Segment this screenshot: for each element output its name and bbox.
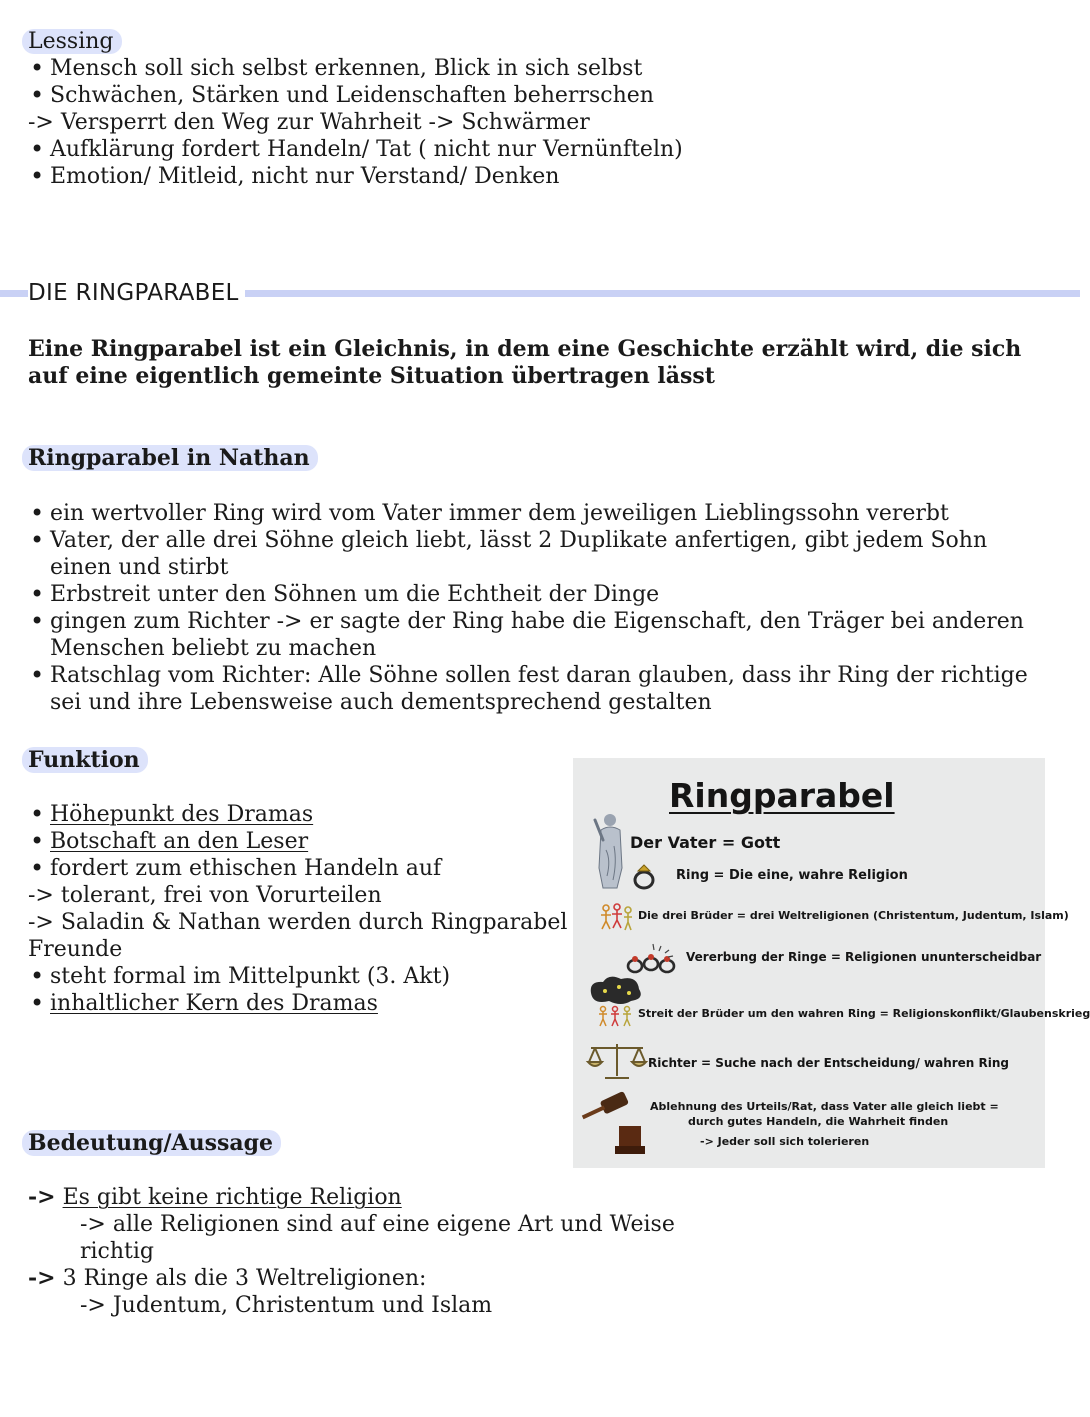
funktion-section bbox=[28, 801, 568, 1017]
bedeutung-line: -> Judentum, Christentum und Islam bbox=[80, 1293, 493, 1318]
image-line-ablehnung: Ablehnung des Urteils/Rat, dass Vater alle gleich liebt = bbox=[650, 1100, 999, 1113]
section-heading: DIE RINGPARABEL bbox=[28, 280, 245, 306]
conflict-cloud-icon bbox=[585, 973, 645, 1031]
image-line-ring: Ring = Die eine, wahre Religion bbox=[676, 868, 908, 883]
nathan-title: Ringparabel in Nathan bbox=[22, 445, 318, 471]
funktion-item: Botschaft an den Leser bbox=[50, 829, 309, 854]
image-title: Ringparabel bbox=[669, 776, 895, 815]
lessing-item: • Schwächen, Stärken und Leidenschaften beherrschen bbox=[28, 82, 683, 109]
funktion-title-wrap bbox=[22, 747, 148, 774]
funktion-arrow-line-cont: Freunde bbox=[28, 937, 123, 962]
funktion-item: Höhepunkt des Dramas bbox=[50, 802, 314, 827]
bedeutung-title-wrap bbox=[22, 1130, 281, 1157]
nathan-list bbox=[28, 500, 1038, 716]
image-line-vater: Der Vater = Gott bbox=[630, 833, 781, 852]
image-line-brueder: Die drei Brüder = drei Weltreligionen (Christentum, Judentum, Islam) bbox=[638, 909, 1069, 922]
nathan-item: • Ratschlag vom Richter: Alle Söhne sollen fest daran glauben, dass ihr Ring der richtige sei und ihre Lebensweise auch dementsprechend gestalten bbox=[28, 662, 1038, 716]
bedeutung-line: 3 Ringe als die 3 Weltreligionen: bbox=[62, 1266, 427, 1291]
lessing-title: Lessing bbox=[22, 29, 122, 54]
image-line-streit: Streit der Brüder um den wahren Ring = Religionskonflikt/Glaubenskrieg bbox=[638, 1007, 1090, 1020]
statue-icon bbox=[593, 810, 629, 892]
arrow-prefix: -> bbox=[28, 1265, 56, 1291]
funktion-item: • fordert zum ethischen Handeln auf bbox=[28, 855, 568, 882]
bedeutung-line: -> alle Religionen sind auf eine eigene Art und Weise richtig bbox=[80, 1212, 675, 1264]
nathan-item: • Vater, der alle drei Söhne gleich liebt, lässt 2 Duplikate anfertigen, gibt jedem Sohn einen und stirbt bbox=[28, 527, 1038, 581]
definition-text: Eine Ringparabel ist ein Gleichnis, in dem eine Geschichte erzählt wird, die sich auf eine eigentlich gemeinte Situation übertragen lässt bbox=[28, 336, 1022, 389]
ring-icon bbox=[629, 862, 659, 892]
image-line-ablehnung: -> Jeder soll sich tolerieren bbox=[700, 1135, 870, 1148]
bedeutung-title: Bedeutung/Aussage bbox=[22, 1130, 281, 1156]
nathan-title-wrap bbox=[22, 445, 318, 472]
funktion-item: • steht formal im Mittelpunkt (3. Akt) bbox=[28, 963, 568, 990]
bedeutung-line: Es gibt keine richtige Religion bbox=[62, 1185, 402, 1210]
funktion-arrow-line: -> tolerant, frei von Vorurteilen bbox=[28, 883, 382, 908]
ringparabel-image bbox=[573, 758, 1090, 1168]
funktion-title: Funktion bbox=[22, 747, 148, 773]
image-line-ablehnung: durch gutes Handeln, die Wahrheit finden bbox=[688, 1115, 949, 1128]
section-heading-wrap bbox=[28, 280, 245, 306]
brothers-icon bbox=[599, 902, 635, 932]
nathan-item: • Erbstreit unter den Söhnen um die Echtheit der Dinge bbox=[28, 581, 1038, 608]
bedeutung-section bbox=[28, 1184, 728, 1319]
scales-icon bbox=[587, 1040, 647, 1080]
nathan-item: • gingen zum Richter -> er sagte der Ring habe die Eigenschaft, den Träger bei anderen Menschen beliebt zu machen bbox=[28, 608, 1038, 662]
funktion-item: inhaltlicher Kern des Dramas bbox=[50, 991, 378, 1016]
lessing-arrow-line: -> Versperrt den Weg zur Wahrheit -> Schwärmer bbox=[28, 110, 590, 135]
lessing-item: • Mensch soll sich selbst erkennen, Blick in sich selbst bbox=[28, 55, 683, 82]
lessing-item: • Emotion/ Mitleid, nicht nur Verstand/ Denken bbox=[28, 163, 683, 190]
lessing-item: • Aufklärung fordert Handeln/ Tat ( nicht nur Vernünfteln) bbox=[28, 136, 683, 163]
lessing-section bbox=[22, 28, 683, 190]
gavel-icon bbox=[581, 1092, 645, 1156]
nathan-item: • ein wertvoller Ring wird vom Vater immer dem jeweiligen Lieblingssohn vererbt bbox=[28, 500, 1038, 527]
funktion-arrow-line: -> Saladin & Nathan werden durch Ringparabel bbox=[28, 910, 568, 935]
arrow-prefix: -> bbox=[28, 1184, 56, 1210]
image-line-richter: Richter = Suche nach der Entscheidung/ wahren Ring bbox=[648, 1056, 1010, 1070]
image-line-vererbung: Vererbung der Ringe = Religionen ununterscheidbar bbox=[686, 950, 1042, 964]
